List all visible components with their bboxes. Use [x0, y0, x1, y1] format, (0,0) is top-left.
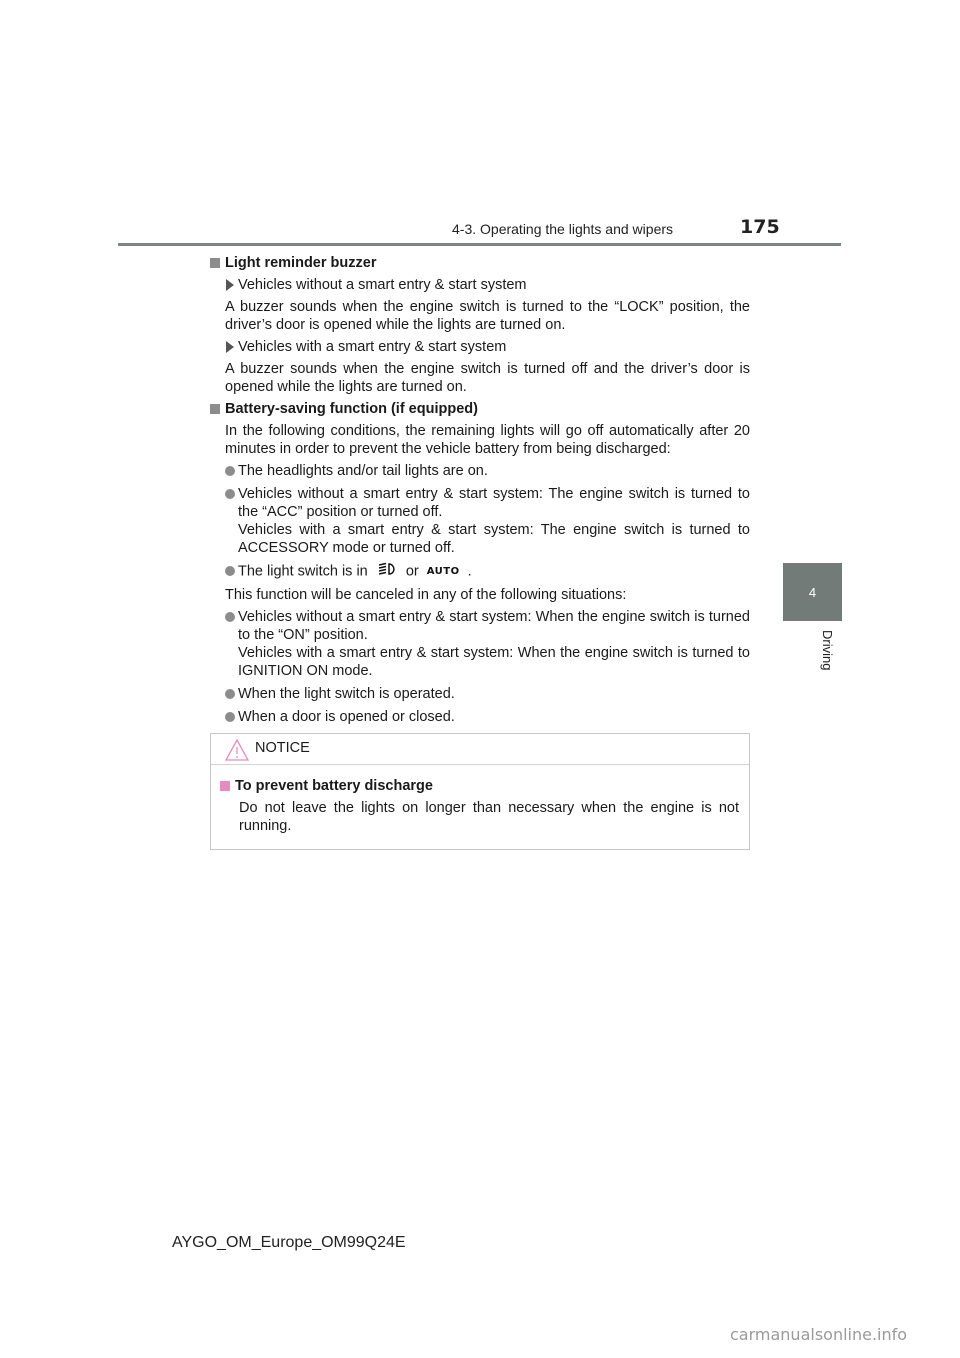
subheading-text: Vehicles with a smart entry & start system: [238, 339, 507, 355]
section-title: 4-3. Operating the lights and wipers: [452, 221, 674, 237]
round-bullet-icon: [225, 712, 235, 722]
chapter-tab-number: 4: [808, 584, 817, 600]
square-bullet-icon: [220, 781, 230, 791]
light-reminder-heading-text: Light reminder buzzer: [225, 255, 377, 271]
light-reminder-heading: [210, 254, 750, 272]
paragraph: In the following conditions, the remaining lights will go off automatically after 20 minutes in order to prevent the vehicle battery from being discharged:: [225, 423, 750, 457]
paragraph: This function will be canceled in any of the following situations:: [225, 587, 627, 603]
list-item: [210, 608, 750, 680]
list-item: [210, 708, 750, 726]
list-item-text: Vehicles without a smart entry & start system: When the engine switch is turned to the “ON” position.: [238, 609, 750, 643]
round-bullet-icon: [225, 566, 235, 576]
notice-body: [211, 765, 749, 835]
page-number: 175: [740, 216, 780, 238]
list-item-text: The headlights and/or tail lights are on.: [238, 463, 488, 479]
triangle-bullet-icon: [226, 279, 234, 291]
list-item-text: The light switch is in: [238, 563, 368, 580]
round-bullet-icon: [225, 689, 235, 699]
list-item-text: .: [467, 563, 472, 580]
warning-triangle-icon: [225, 739, 249, 761]
subheading-with-smart-entry: [210, 338, 750, 356]
paragraph: A buzzer sounds when the engine switch is turned off and the driver’s door is opened while the lights are turned on.: [225, 361, 750, 395]
notice-title: NOTICE: [255, 740, 310, 756]
main-content: [210, 254, 750, 731]
subheading-without-smart-entry: [210, 276, 750, 294]
round-bullet-icon: [225, 612, 235, 622]
list-item-text: Vehicles without a smart entry & start system: The engine switch is turned to the “ACC” position or turned off.: [238, 486, 750, 520]
notice-heading-text: To prevent battery discharge: [235, 778, 433, 794]
triangle-bullet-icon: [226, 341, 234, 353]
battery-saving-heading-text: Battery-saving function (if equipped): [225, 401, 478, 417]
square-bullet-icon: [210, 404, 220, 414]
watermark[interactable]: carmanualsonline.info: [730, 1325, 908, 1344]
notice-heading: [220, 777, 739, 795]
list-item-text: Vehicles with a smart entry & start system: When the engine switch is turned to IGNITION ON mode.: [238, 645, 750, 679]
header-divider: [118, 243, 841, 246]
auto-light-icon: AUTO: [426, 565, 460, 577]
list-item: [210, 685, 750, 703]
list-item-text: or: [405, 563, 419, 580]
document-id: AYGO_OM_Europe_OM99Q24E: [172, 1234, 406, 1251]
list-item: [210, 562, 750, 581]
notice-header: [211, 734, 749, 765]
battery-saving-heading: [210, 400, 750, 418]
round-bullet-icon: [225, 489, 235, 499]
chapter-tab: [783, 563, 842, 621]
list-item: [210, 462, 750, 480]
subheading-text: Vehicles without a smart entry & start system: [238, 277, 527, 293]
list-item-text: Vehicles with a smart entry & start system: The engine switch is turned to ACCESSORY mode or turned off.: [238, 522, 750, 556]
square-bullet-icon: [210, 258, 220, 268]
list-item-text: When a door is opened or closed.: [238, 709, 455, 725]
chapter-tab-label: Driving: [820, 630, 835, 671]
headlight-icon: [376, 562, 398, 581]
round-bullet-icon: [225, 466, 235, 476]
notice-text: Do not leave the lights on longer than necessary when the engine is not running.: [239, 800, 739, 834]
notice-box: [210, 733, 750, 850]
paragraph: A buzzer sounds when the engine switch is turned to the “LOCK” position, the driver’s door is opened while the lights are turned on.: [225, 299, 750, 333]
list-item: [210, 485, 750, 557]
list-item-text: When the light switch is operated.: [238, 686, 455, 702]
